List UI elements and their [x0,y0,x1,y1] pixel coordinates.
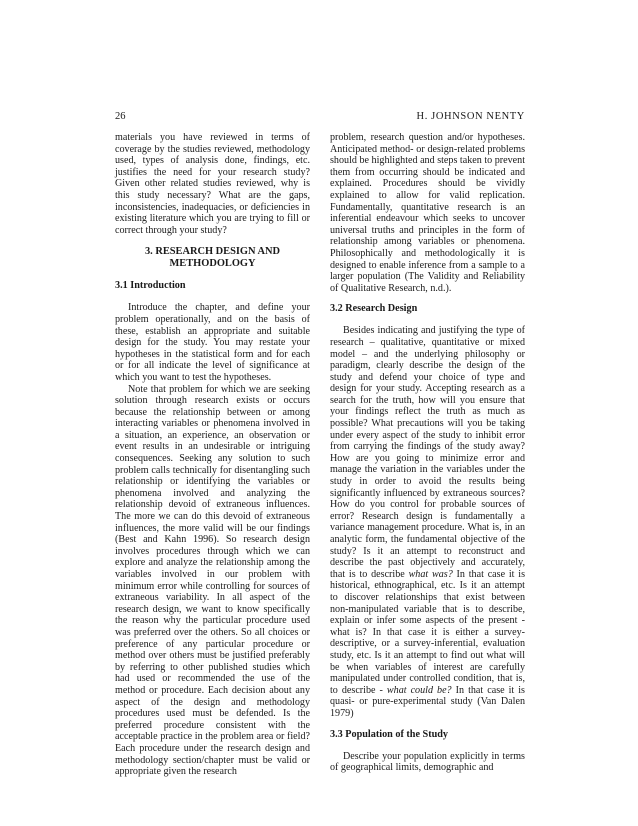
section-3-2-paragraph [330,325,525,719]
intro-paragraph: materials you have reviewed in terms of coverage by the studies reviewed, methodology used, types of analysis done, findings, etc. justifies the need for your research study? Given other related studies reviewed, why is this study necessary? What are the gaps, inconsistencies, inadequacies, or deficiencies in existing literature which you are trying to fill or correct through your study? [115,132,310,236]
section-3-3-heading: 3.3 Population of the Study [330,728,449,740]
left-column [115,132,310,778]
section-3-2-emphasis-1: what was? [408,568,453,580]
section-3-2-heading: 3.2 Research Design [330,303,418,315]
section-3-2-emphasis-2: what could be? [386,684,452,696]
section-3-2-text-part-2: In that case it is historical, ethnographical, etc. Is it an attempt to discover relationships that exist between non-manipulated variable that is to describe, explain or infer some aspects of the present - what is? In that case it is either a survey-descriptive, or a survey-inferential, evaluation study, etc. Is it an attempt to find out what will be when variables of interest are carefully manipulated under controlled condition, that is, to describe - [330,568,525,696]
section-3-1-paragraph-1: Introduce the chapter, and define your problem operationally, and on the basis of these, establish an appropriate and suitable design for the study. You may restate your hypotheses in the statistical form and for each or for all indicate the level of significance at which you want to test the hypotheses. [115,302,310,383]
right-column [330,132,525,774]
continuation-paragraph: problem, research question and/or hypotheses. Anticipated method- or design-related problems should be highlighted and steps taken to prevent them from occurring should be indicated and explained. Procedures should be vividly explained to allow for valid replication. Fundamentally, quantitative research is an inferential endeavour which seeks to uncover universal truths and principles in the form of relationship among variables or phenomena. Philosophically and methodologically it is designed to enable inference from a sample to a larger population (The Validity and Reliability of Qualitative Research, n.d.). [330,132,525,294]
chapter-heading: 3. RESEARCH DESIGN AND METHODOLOGY [144,246,281,270]
section-3-2-text-part-1: Besides indicating and justifying the type of research – qualitative, quantitative or mixed model – and the underlying philosophy or paradigm, clearly describe the design of the study and defend your choice of type and design for your study. Accepting research as a search for the truth, how will you ensure that your findings reflect the truth as much as possible? What precautions will you be taking under every aspect of the study to inhibit error from carrying the findings of the study away? How are you going to minimize error and manage the variation in the variables under the study in order to avoid the results being significantly influenced by extraneous sources? How do you control for probable sources of error? Research design is fundamentally a variance management procedure. What is, in an analytic form, the fundamental objective of the study? Is it an attempt to reconstruct and describe the past objectively and accurately, that is to describe [330,325,525,580]
section-3-1-heading: 3.1 Introduction [115,280,186,292]
section-3-1-paragraph-2: Note that problem for which we are seeking solution through research exists or occurs because the relationship between or among interacting variables or phenomena involved in a situation, an experience, an observation or event results in an undesirable or intriguing consequences. Seeking any solution to such problem calls technically for disentangling such relationship or identifying the variables or phenomena involved and analyzing the relationship devoid of extraneous influences. The more we can do this devoid of extraneous influences, the more valid will be our findings (Best and Kahn 1996). So research design involves procedures through which we can explore and analyze the relationship among the variables involved in our problem with minimum error while controlling for sources of extraneous variability. In all aspect of the research design, we want to know specifically the reason why the particular procedure used was preferred over the others. So all choices or preference of any particular procedure or method over others must be justified preferably by referring to other published studies which had used or recommended the use of the method or procedure. Each decision about any aspect of the design and methodology procedures used must be defended. Is the preferred procedure consistent with the acceptable practice in the problem area or field? Each procedure under the research design and methodology section/chapter must be valid or appropriate given the research [115,383,310,778]
running-head: H. JOHNSON NENTY [416,111,525,122]
section-3-3-paragraph: Describe your population explicitly in terms of geographical limits, demographic and [330,750,525,774]
page-header [115,110,525,124]
page-number: 26 [115,111,126,122]
section-3-2-text-part-3: In that case it is quasi- or pure-experimental study (Van Dalen 1979) [330,684,525,719]
